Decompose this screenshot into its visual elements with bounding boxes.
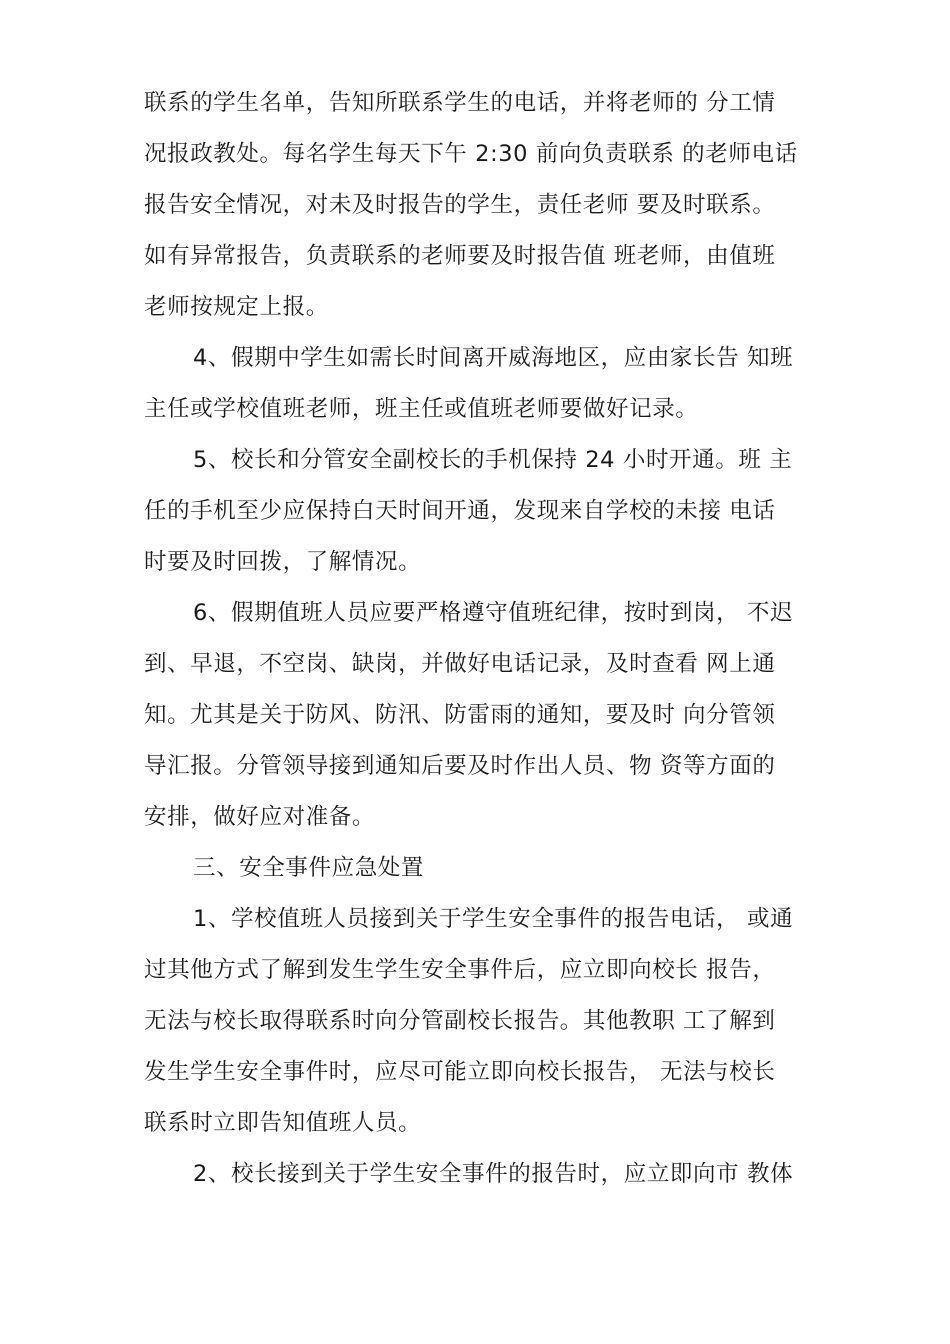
text-line: 主任或学校值班老师，班主任或值班老师要做好记录。: [144, 396, 699, 422]
text-line: 4、假期中学生如需长时间离开威海地区，应由家长告 知班: [193, 345, 794, 371]
text-line: 安排，做好应对准备。: [144, 804, 376, 830]
text-line: 1、学校值班人员接到关于学生安全事件的报告电话， 或通: [193, 906, 794, 932]
text-line: 5、校长和分管安全副校长的手机保持 24 小时开通。班 主: [193, 447, 793, 473]
text-line: 2、校长接到关于学生安全事件的报告时，应立即向市 教体: [193, 1161, 794, 1187]
text-line: 联系的学生名单，告知所联系学生的电话，并将老师的 分工情: [144, 90, 776, 116]
text-line: 联系时立即告知值班人员。: [144, 1110, 422, 1136]
text-line: 况报政教处。每名学生每天下午 2:30 前向负责联系 的老师电话: [144, 141, 798, 167]
text-line: 报告安全情况，对未及时报告的学生，责任老师 要及时联系。: [144, 192, 776, 218]
text-line: 任的手机至少应保持白天时间开通，发现来自学校的未接 电话: [144, 498, 776, 524]
text-line: 发生学生安全事件时，应尽可能立即向校长报告， 无法与校长: [144, 1059, 776, 1085]
text-line: 时要及时回拨，了解情况。: [144, 549, 422, 575]
text-line: 到、早退，不空岗、缺岗，并做好电话记录，及时查看 网上通: [144, 651, 776, 677]
text-line: 导汇报。分管领导接到通知后要及时作出人员、物 资等方面的: [144, 753, 776, 779]
text-line: 无法与校长取得联系时向分管副校长报告。其他教职 工了解到: [144, 1008, 776, 1034]
text-line: 过其他方式了解到发生学生安全事件后，应立即向校长 报告，: [144, 957, 776, 983]
text-line: 老师按规定上报。: [144, 294, 329, 320]
text-line: 知。尤其是关于防风、防汛、防雷雨的通知，要及时 向分管领: [144, 702, 776, 728]
section-heading: 三、安全事件应急处置: [193, 855, 425, 881]
text-line: 如有异常报告，负责联系的老师要及时报告值 班老师，由值班: [144, 243, 776, 269]
text-line: 6、假期值班人员应要严格遵守值班纪律，按时到岗， 不迟: [193, 600, 794, 626]
